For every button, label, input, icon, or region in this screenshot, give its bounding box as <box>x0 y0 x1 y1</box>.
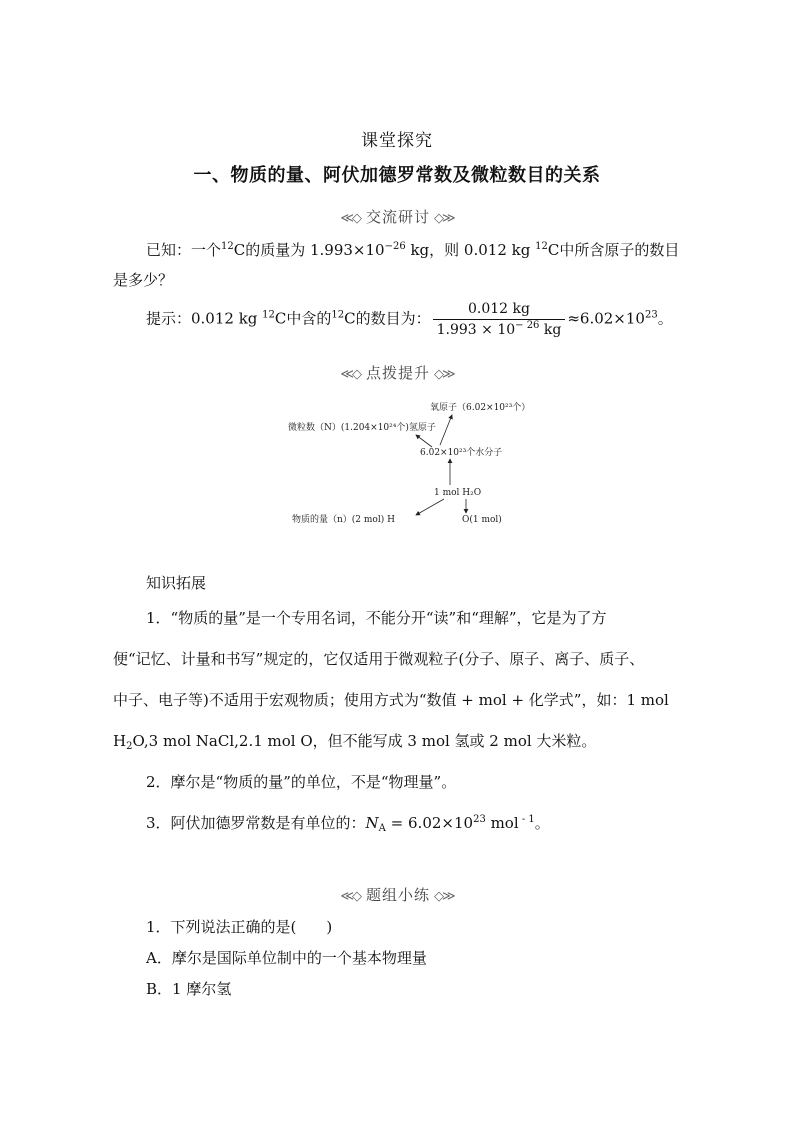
ornament-left-icon: ≪◇ <box>340 211 360 226</box>
knowledge-heading: 知识拓展 <box>146 574 207 592</box>
practice-option-b: B．1 摩尔氢 <box>146 980 232 998</box>
question-line-2: 是多少？ <box>113 271 174 289</box>
question-line-1: 已知：一个$^{12}$C的质量为 $1.993\times 10^{-26}$ kg，则 0.012 kg $^{12}$C中所含原子的数目 <box>146 241 680 259</box>
label-oxygen-atoms: 氧原子（6.02×10²³个） <box>430 403 531 413</box>
ornament-left-icon: ≪◇ <box>340 889 360 904</box>
label-particle-number: 微粒数（N）(1.204×10²⁴个)氢原子 <box>288 423 436 433</box>
practice-option-a: A．摩尔是国际单位制中的一个基本物理量 <box>146 949 427 967</box>
ornament-right-icon: ◇≫ <box>434 211 454 226</box>
banner-exchange <box>0 206 794 227</box>
ornament-right-icon: ◇≫ <box>434 367 454 382</box>
ornament-right-icon: ◇≫ <box>434 889 454 904</box>
arrow-to-oxygen <box>440 415 452 445</box>
page-title: 课堂探究 <box>361 131 433 151</box>
knowledge-item1-line1: 1．“物质的量”是一个专用名词，不能分开“读”和“理解”，它是为了方 <box>146 609 607 627</box>
banner-practice <box>0 884 794 905</box>
knowledge-item1-line4: $H_2O,3$ mol NaCl,2.1 mol O，但不能写成 3 mol 氢或 2 mol 大米粒。 <box>113 732 597 752</box>
hint-line: 提示：0.012 kg $^{12}$C中含的$^{12}$C的数目为： $\frac{0.012 kg}{1.993 \times 10^{- 26} kg}$ $\approx 6.02\times 10^{23}$。 <box>146 301 673 338</box>
practice-question-1: 1．下列说法正确的是( ) <box>146 918 333 936</box>
knowledge-item2: 2．摩尔是“物质的量”的单位，不是“物理量”。 <box>146 773 457 791</box>
arrow-to-h <box>416 499 444 515</box>
knowledge-item1-line3: 中子、电子等)不适用于宏观物质；使用方式为“数值 + mol + 化学式”，如：1 mol <box>113 691 669 709</box>
section-title: 一、物质的量、阿伏加德罗常数及微粒数目的关系 <box>193 165 601 186</box>
knowledge-item1-line2: 便“记忆、计量和书写”规定的，它仅适用于微观粒子(分子、原子、离子、质子、 <box>113 650 645 668</box>
banner-practice-label: 题组小练 <box>365 886 430 904</box>
label-amount-h: 物质的量（n）(2 mol) H <box>292 515 395 525</box>
label-one-mol-water: 1 mol H₂O <box>434 488 482 498</box>
ornament-left-icon: ≪◇ <box>340 367 360 382</box>
label-water-molecules: 6.02×10²³个水分子 <box>420 448 503 458</box>
knowledge-item3: 3．阿伏加德罗常数是有单位的：$N_A = 6.02\times 10^{23}$ mol $^{- 1}$。 <box>146 814 550 834</box>
label-amount-o: O(1 mol) <box>462 515 502 525</box>
banner-tips-label: 点拨提升 <box>365 364 430 382</box>
fraction <box>433 300 566 339</box>
fraction-denominator: $1.993 \times 10^{- 26}$ kg <box>436 320 562 338</box>
banner-tips <box>0 362 794 383</box>
relationship-diagram <box>284 393 564 533</box>
arrow-to-hydrogen <box>416 435 432 447</box>
banner-exchange-label: 交流研讨 <box>365 208 430 226</box>
fraction-numerator: 0.012 kg <box>433 300 566 320</box>
